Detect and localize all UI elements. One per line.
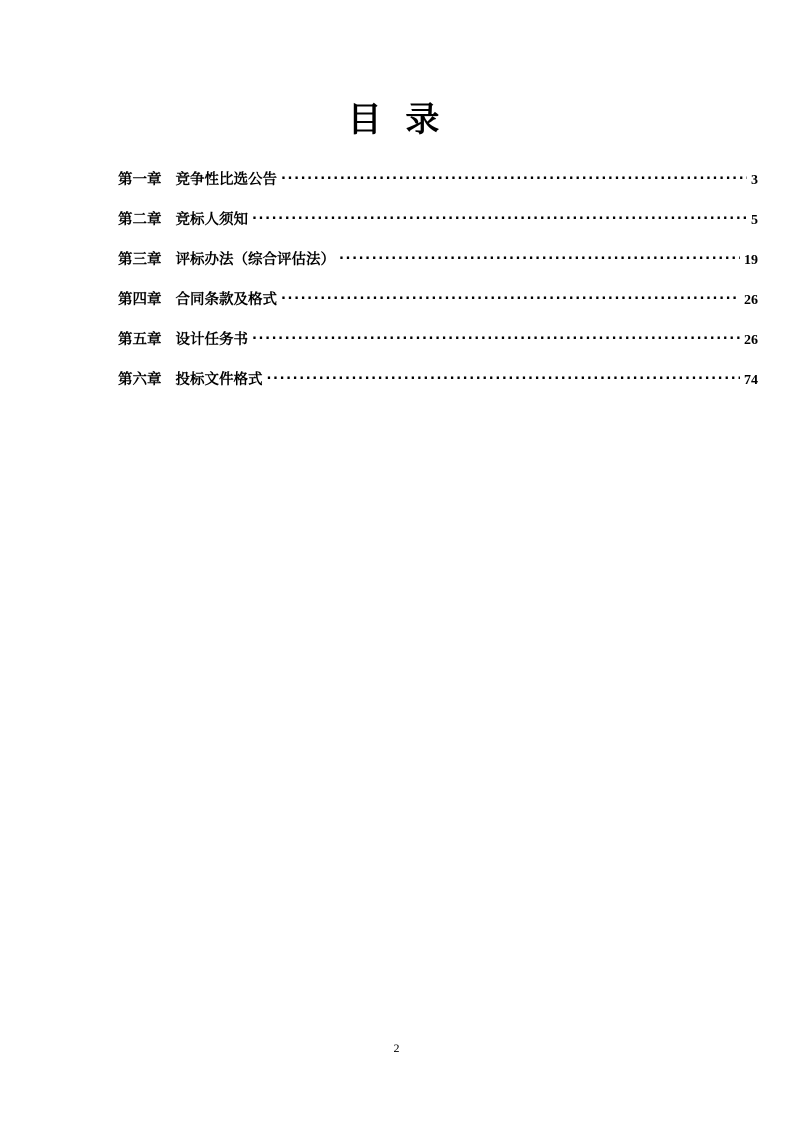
toc-leader-dots (339, 250, 740, 265)
toc-entry[interactable] (118, 208, 758, 248)
toc-leader-dots (252, 210, 747, 225)
toc-chapter-number: 第五章 (118, 332, 162, 348)
toc-chapter-number: 第二章 (118, 212, 162, 228)
toc-chapter-number: 第三章 (118, 252, 162, 268)
toc-entry[interactable] (118, 368, 758, 408)
toc-page-number: 3 (751, 173, 758, 188)
toc-page-number: 74 (744, 373, 758, 388)
toc-entry[interactable] (118, 168, 758, 208)
toc-chapter-number: 第六章 (118, 372, 162, 388)
page-footer-number: 2 (393, 1041, 400, 1055)
toc-leader-dots (267, 370, 741, 385)
toc-entry-label: 设计任务书 (175, 332, 248, 348)
toc-chapter-number: 第四章 (118, 292, 162, 308)
toc-entry-label: 评标办法（综合评估法） (175, 252, 335, 268)
toc-entry-label: 合同条款及格式 (175, 292, 277, 308)
toc-page-number: 26 (744, 333, 758, 348)
toc-entry-label: 竞标人须知 (175, 212, 248, 228)
toc-entry-label: 竞争性比选公告 (175, 172, 277, 188)
toc-leader-dots (281, 290, 740, 305)
toc-entry[interactable] (118, 288, 758, 328)
toc-chapter-number: 第一章 (118, 172, 162, 188)
toc-leader-dots (281, 170, 747, 185)
toc-page-number: 26 (744, 293, 758, 308)
toc-entry[interactable] (118, 328, 758, 368)
toc-leader-dots (252, 330, 740, 345)
toc-page-number: 19 (744, 253, 758, 268)
page-title: 目 录 (347, 100, 446, 140)
toc-page-number: 5 (751, 213, 758, 228)
toc-entry-label: 投标文件格式 (175, 372, 263, 388)
toc-entry[interactable] (118, 248, 758, 288)
table-of-contents (118, 168, 758, 408)
